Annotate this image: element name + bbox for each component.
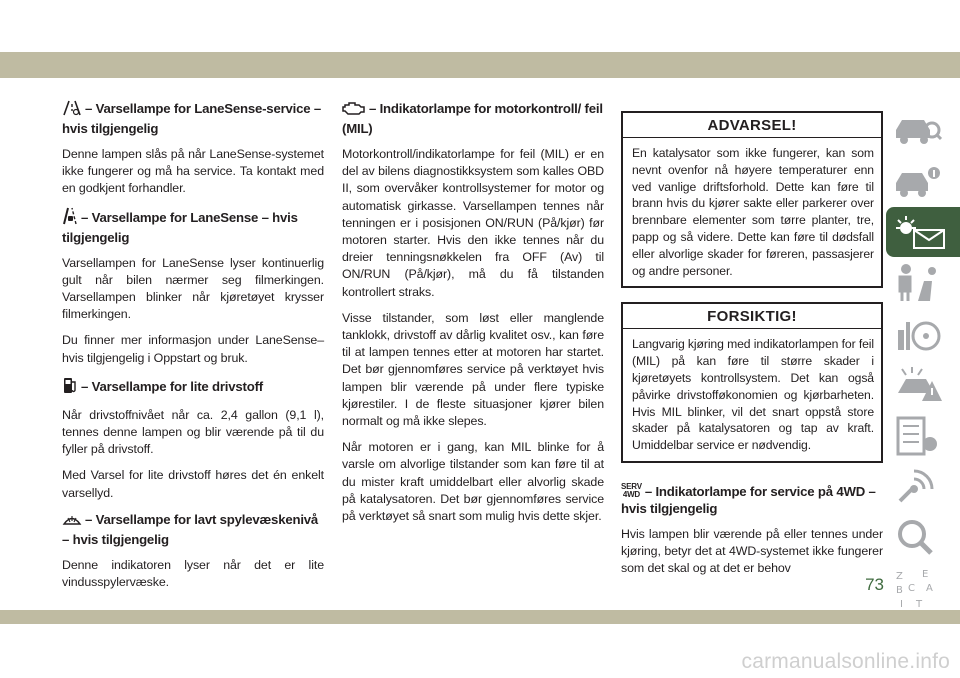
index-letter: E: [922, 569, 929, 580]
index-letter: I: [900, 599, 903, 610]
index-letter: Z: [896, 571, 903, 582]
lanesense-icon: [62, 207, 78, 229]
heading-text: – Varsellampe for LaneSense-service – hvis tilgjengelig: [62, 101, 321, 136]
index-icon: [892, 567, 942, 611]
heading-text: – Varsellampe for lite drivstoff: [81, 378, 263, 394]
warning-title: ADVARSEL!: [623, 113, 881, 138]
warning-lights-icon: [892, 212, 948, 252]
tab-service-list[interactable]: [886, 411, 960, 461]
heading-text: – Indikatorlampe for service på 4WD – hvis tilgjengelig: [621, 483, 876, 516]
lanesense-service-icon: [62, 100, 82, 120]
caution-box: [621, 302, 883, 463]
mil-heading: [342, 100, 604, 137]
paragraph: Motorkontroll/indikatorlampe for feil (MIL) er en del av bilens diagnostikksystem som kalles OBD II, som overvåker kontrollsystemer for motor og automatisk girkasse. Varsellampen tennes når tenningen er i posisjonen ON/RUN (På/kjør) før motoren starter. Hvis den ikke tennes når du dreier tenningsnøkkelen fra OFF (Av) til ON/RUN (På/kjør), må du få tilstanden kontrollert straks.: [342, 147, 604, 299]
paragraph: Med Varsel for lite drivstoff høres det én enkelt varsellyd.: [62, 468, 324, 500]
tab-steering[interactable]: [886, 309, 960, 359]
paragraph: Du finner mer informasjon under LaneSense– hvis tilgjengelig i Oppstart og bruk.: [62, 333, 324, 365]
tab-warning-triangle[interactable]: [886, 360, 960, 410]
tab-car-info[interactable]: [886, 156, 960, 206]
heading-text: – Varsellampe for LaneSense – hvis tilgjengelig: [62, 209, 298, 245]
page-number: 73: [865, 575, 884, 594]
tab-warning-lights[interactable]: [886, 207, 960, 257]
tab-seat[interactable]: [886, 258, 960, 308]
tab-radio[interactable]: [886, 462, 960, 512]
low-fuel-heading: [62, 376, 324, 398]
service-list-icon: [892, 414, 942, 458]
car-icon: [892, 110, 942, 150]
index-letter: C: [908, 583, 915, 594]
paragraph: Visse tilstander, som løst eller manglende tanklokk, drivstoff av dårlig kvalitet osv., kan føre til at lampen tennes etter at motoren har startet. Det bør gjennomføres service på verktøyet hvis lampen blir værende på under flere typiske kjørestiler. I de fleste situasjoner kjører bilen normalt og må ikke slepes.: [342, 310, 604, 429]
heading-text: – Indikatorlampe for motorkontroll/ feil (MIL): [342, 101, 603, 136]
paragraph: Varsellampen for LaneSense lyser kontinuerlig gult når bilen nærmer seg filmerkingen. Varsellampen blinker når kjøretøyet krysser filmerkingen.: [62, 255, 324, 322]
washer-fluid-icon: [62, 511, 82, 531]
serv-4wd-heading: [621, 483, 883, 517]
steering-icon: [892, 312, 942, 356]
paragraph: Hvis lampen blir værende på eller tennes under kjøring, betyr det at 4WD-systemet ikke fungerer som det skal og at det er behov: [621, 526, 883, 576]
top-band: [0, 52, 960, 78]
lanesense-heading: [62, 207, 324, 246]
paragraph: Denne lampen slås på når LaneSense-systemet ikke fungerer og må ha service. Ta kontakt med en godkjent forhandler.: [62, 147, 324, 196]
radio-icon: [892, 465, 942, 509]
engine-icon: [342, 100, 366, 120]
tab-car[interactable]: [886, 105, 960, 155]
caution-title: FORSIKTIG!: [623, 304, 881, 329]
warning-triangle-icon: [892, 363, 942, 407]
serv-icon-line1: SERV: [621, 481, 642, 491]
tab-index[interactable]: [886, 564, 960, 614]
search-icon: [892, 516, 942, 560]
warning-box: [621, 111, 883, 288]
column-1: [62, 100, 324, 600]
fuel-pump-icon: [62, 376, 78, 398]
index-letter: B: [896, 585, 903, 596]
paragraph: Når motoren er i gang, kan MIL blinke for å varsle om alvorlige tilstander som kan føre til at du mister kraft umiddelbart eller alvorlig skade på katalysatoren. Det bør gjennomføres service på verktøyet så snart som mulig hvis dette skjer.: [342, 440, 604, 524]
bottom-band: [0, 610, 960, 624]
column-3: [621, 111, 883, 587]
caution-text: Langvarig kjøring med indikatorlampen for feil (MIL) på kan føre til større skader i kjøretøyets kontrollsystem. Det kan også påvirke drivstofføkonomien og kjørbarheten. Hvis MIL blinker, vil det snart oppstå store skader på katalysatoren og tap av kraft. Umiddelbar service er nødvendig.: [632, 337, 874, 453]
paragraph: Denne indikatoren lyser når det er lite vindusspylervæske.: [62, 557, 324, 590]
index-letter: T: [916, 599, 923, 610]
column-2: [342, 100, 604, 534]
side-tabs: [886, 105, 960, 615]
car-info-icon: [892, 161, 942, 201]
tab-search[interactable]: [886, 513, 960, 563]
paragraph: Når drivstoffnivået når ca. 2,4 gallon (9,1 l), tennes denne lampen og blir værende på til du fyller på drivstoff.: [62, 407, 324, 457]
heading-text: – Varsellampe for lavt spylevæskenivå – hvis tilgjengelig: [62, 511, 319, 547]
watermark: carmanualsonline.info: [741, 650, 950, 673]
washer-fluid-heading: [62, 511, 324, 548]
index-letter: A: [926, 583, 933, 594]
warning-text: En katalysator som ikke fungerer, kan som nevnt ovenfor nå høyere temperaturer enn ved vanlige driftsforhold. Dette kan føre til brann hvis du kjører sakte eller parkerer over brennbare elementer som tørre planter, tre, papp og så videre. Dette kan føre til dødsfall eller alvorlige skader for føreren, passasjerer og andre personer.: [632, 146, 874, 278]
person-seat-icon: [892, 261, 942, 305]
serv-icon-line2: 4WD: [622, 489, 641, 499]
lanesense-service-heading: [62, 100, 324, 137]
serv-4wd-icon: [621, 483, 642, 499]
